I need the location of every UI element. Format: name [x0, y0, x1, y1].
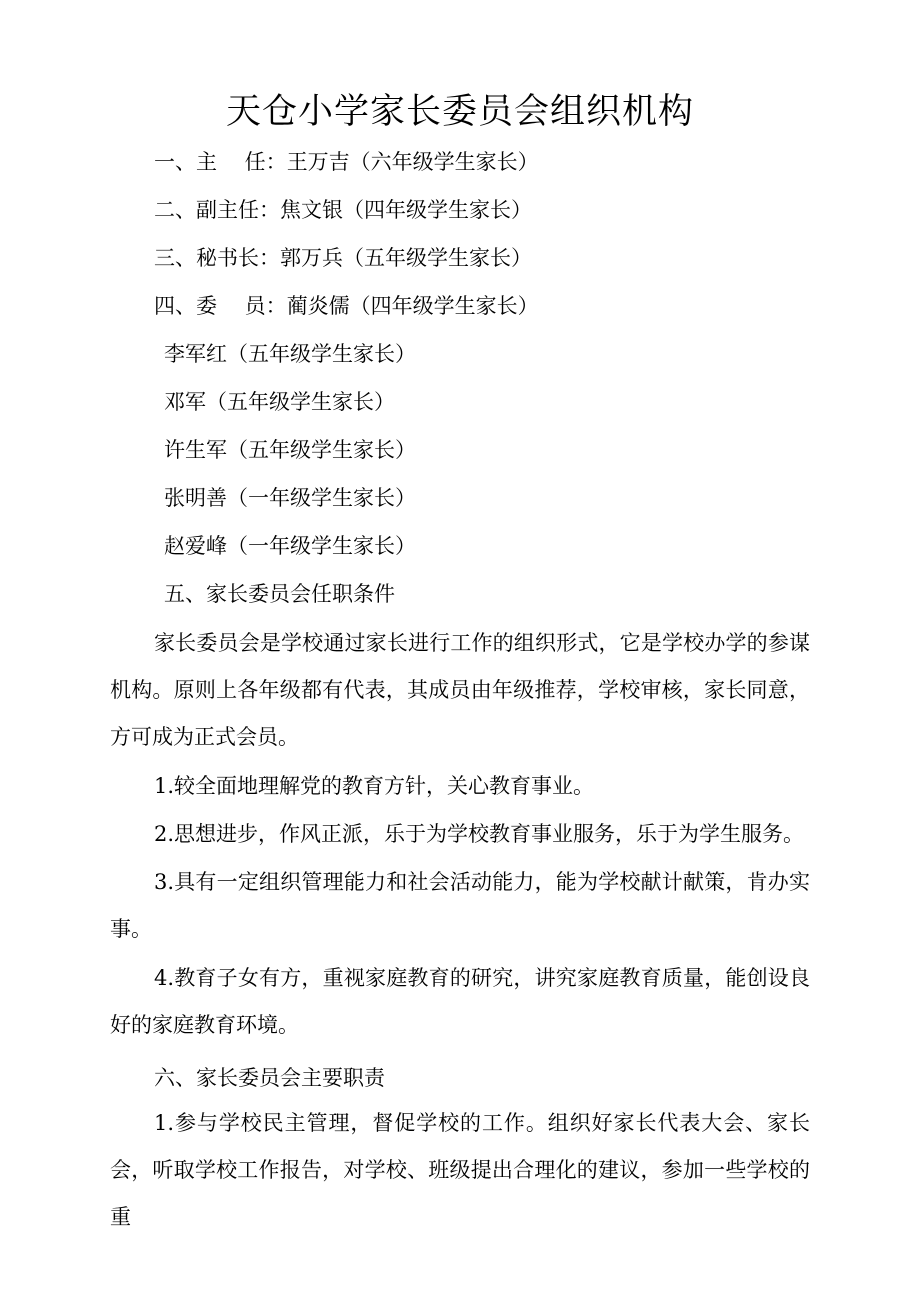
section5-item-2: 2.思想进步，作风正派，乐于为学校教育事业服务，乐于为学生服务。 [154, 822, 805, 846]
section5-item-3: 3.具有一定组织管理能力和社会活动能力，能为学校献计献策，肯办实事。 [110, 870, 810, 941]
member-line: 邓军（五年级学生家长） [164, 390, 395, 414]
officer-line-vice-chair [154, 194, 532, 226]
section5-item-4: 4.教育子女有方，重视家庭教育的研究，讲究家庭教育质量，能创设良好的家庭教育环境。 [110, 966, 810, 1037]
officer-label: 三、秘书长： [154, 246, 280, 270]
officer-line-secretary [154, 242, 532, 274]
officer-label: 一、主 任： [154, 150, 287, 174]
section6-item-1: 1.参与学校民主管理，督促学校的工作。组织好家长代表大会、家长会，听取学校工作报告，对学校、班级提出合理化的建议，参加一些学校的重 [110, 1111, 810, 1229]
officer-label: 二、副主任： [154, 198, 280, 222]
officer-line-chair [154, 146, 539, 178]
member-line: 赵爱峰（一年级学生家长） [164, 534, 416, 558]
officer-name: 蔺炎儒（四年级学生家长） [286, 294, 539, 318]
section5-heading: 五、家长委员会任职条件 [164, 582, 395, 606]
member-line: 李军红（五年级学生家长） [164, 342, 416, 366]
officer-name: 焦文银（四年级学生家长） [280, 198, 532, 222]
officer-name: 王万吉（六年级学生家长） [286, 150, 539, 174]
officer-line-member [154, 290, 539, 322]
officer-label: 四、委 员： [154, 294, 287, 318]
section6-heading: 六、家长委员会主要职责 [154, 1066, 385, 1090]
member-line: 张明善（一年级学生家长） [164, 486, 416, 510]
document-title: 天仓小学家长委员会组织机构 [225, 92, 694, 132]
officer-name: 郭万兵（五年级学生家长） [280, 246, 532, 270]
section5-intro: 家长委员会是学校通过家长进行工作的组织形式，它是学校办学的参谋机构。原则上各年级都有代表，其成员由年级推荐，学校审核，家长同意，方可成为正式会员。 [110, 631, 810, 749]
member-line: 许生军（五年级学生家长） [164, 438, 416, 462]
section5-item-1: 1.较全面地理解党的教育方针，关心教育事业。 [154, 774, 595, 798]
